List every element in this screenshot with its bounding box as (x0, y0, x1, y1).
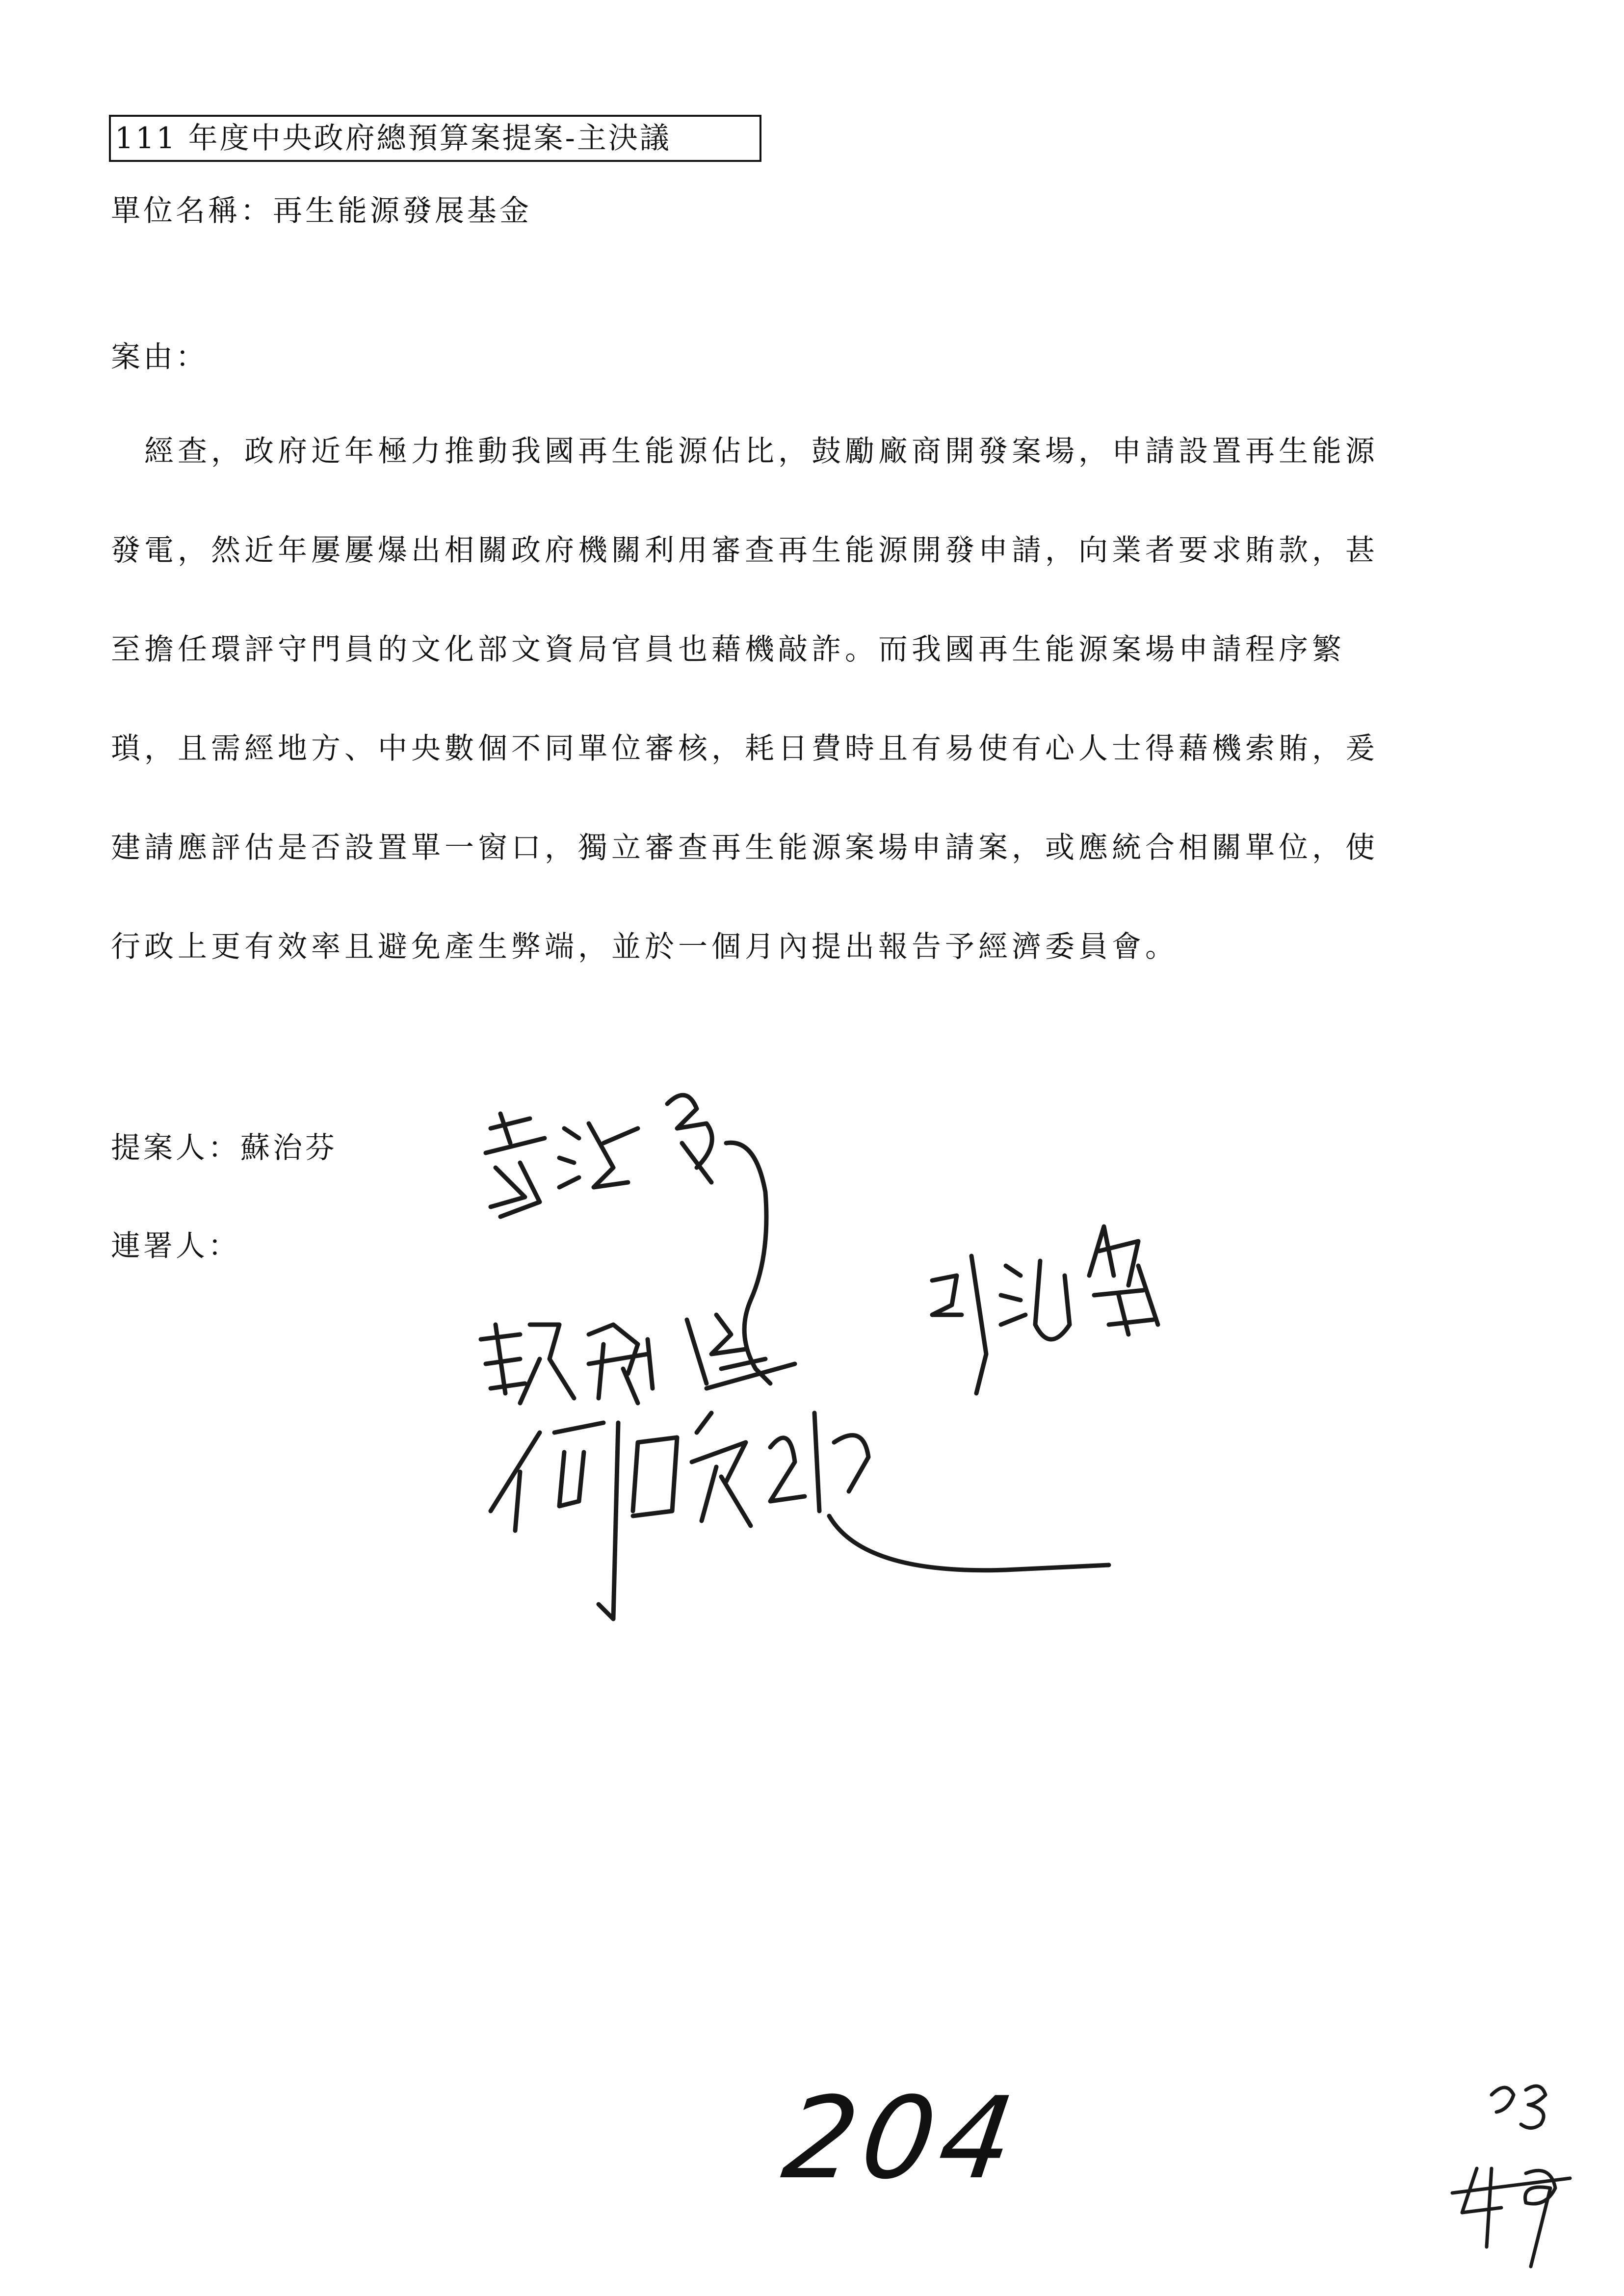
body-paragraph-line: 瑣，且需經地方、中央數個不同單位審核，耗日費時且有易使有心人士得藉機索賄，爰 (111, 731, 1379, 766)
signature-proposer (486, 1095, 770, 1383)
corner-handwritten-marks (1452, 2086, 1570, 2267)
document-title: 111 年度中央政府總預算案提案-主決議 (109, 115, 761, 162)
signature-cosigner-2 (932, 1226, 1158, 1393)
case-reason-label: 案由： (111, 340, 208, 374)
signature-cosigner-1 (481, 1315, 795, 1403)
signature-cosigner-3 (491, 1413, 1109, 1619)
body-paragraph-line: 經查，政府近年極力推動我國再生能源佔比，鼓勵廠商開發案場，申請設置再生能源 (111, 434, 1379, 469)
body-paragraph-line: 至擔任環評守門員的文化部文資局官員也藉機敲詐。而我國再生能源案場申請程序繁 (111, 632, 1345, 667)
cosigner-label: 連署人： (111, 1229, 240, 1263)
body-paragraph-line: 行政上更有效率且避免產生弊端，並於一個月內提出報告予經濟委員會。 (111, 930, 1179, 964)
unit-name-line: 單位名稱：再生能源發展基金 (111, 194, 532, 228)
body-paragraph-line: 建請應評估是否設置單一窗口，獨立審查再生能源案場申請案，或應統合相關單位，使 (111, 831, 1379, 865)
body-paragraph-line: 發電，然近年屢屢爆出相關政府機關利用審查再生能源開發申請，向業者要求賄款，甚 (111, 533, 1379, 568)
proposer-line: 提案人：蘇治芬 (111, 1131, 338, 1165)
page-number: 204 (776, 2073, 1027, 2204)
